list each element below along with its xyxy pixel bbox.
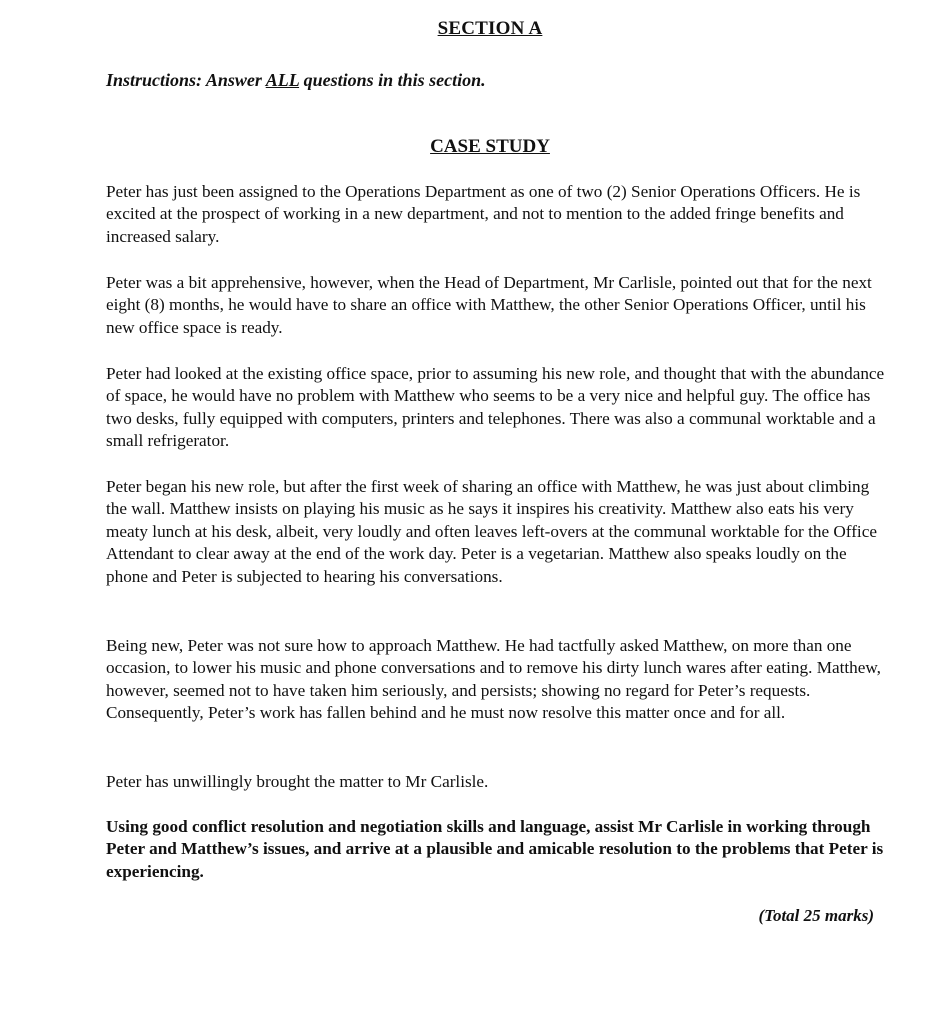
- instructions-emphasis: ALL: [265, 70, 300, 90]
- paragraph-text: Peter had looked at the existing office space, prior to assuming his new role, and thought that with the abundance of space, he would have no problem with Matthew who seems to be a very nice and helpful guy. The office has two desks, fully equipped with computers, printers and telephones. There was also a communal worktable and a small refrigerator.: [106, 364, 885, 451]
- paragraph-text: Peter was a bit apprehensive, however, when the Head of Department, Mr Carlisle, pointed out that for the next eight (8) months, he would have to share an office with Matthew, the other Senior Operations Officer, until his new office space is ready.: [106, 273, 872, 337]
- instructions: [106, 70, 486, 91]
- task-instruction: Using good conflict resolution and negotiation skills and language, assist Mr Carlisle in working through Peter and Matthew’s issues, and arrive at a plausible and amicable resolution to the problems that Peter is experiencing.: [106, 817, 884, 881]
- paragraph-text: Peter has unwillingly brought the matter to Mr Carlisle.: [106, 772, 489, 791]
- paragraph-3: [106, 363, 886, 453]
- case-study-title: CASE STUDY: [430, 136, 550, 157]
- instructions-prefix: Instructions: Answer: [106, 70, 266, 90]
- paragraph-text: Being new, Peter was not sure how to approach Matthew. He had tactfully asked Matthew, on more than one occasion, to lower his music and phone conversations and to remove his dirty lunch wares after eating. Matthew, however, seemed not to have taken him seriously, and persists; showing no regard for Peter’s requests. Consequently, Peter’s work has fallen behind and he must now resolve this matter once and for all.: [106, 636, 881, 723]
- paragraph-6: [106, 771, 886, 793]
- total-marks: (Total 25 marks): [758, 906, 874, 925]
- paragraph-text: Peter has just been assigned to the Operations Department as one of two (2) Senior Operations Officers. He is excited at the prospect of working in a new department, and not to mention to the added fringe benefits and increased salary.: [106, 182, 861, 246]
- section-title: SECTION A: [437, 18, 543, 39]
- paragraph-1: [106, 181, 886, 248]
- paragraph-text: Peter began his new role, but after the first week of sharing an office with Matthew, he was just about climbing the wall. Matthew insists on playing his music as he says it inspires his creativity. Matthew also eats his very meaty lunch at his desk, albeit, very loudly and often leaves left-overs at the communal worktable for the Office Attendant to clear away at the end of the work day. Peter is a vegetarian. Matthew also speaks loudly on the phone and Peter is subjected to hearing his conversations.: [106, 477, 877, 586]
- paragraph-2: [106, 272, 886, 339]
- paragraph-5: [106, 635, 886, 725]
- instructions-suffix: questions in this section.: [299, 70, 486, 90]
- paragraph-4: [106, 476, 886, 588]
